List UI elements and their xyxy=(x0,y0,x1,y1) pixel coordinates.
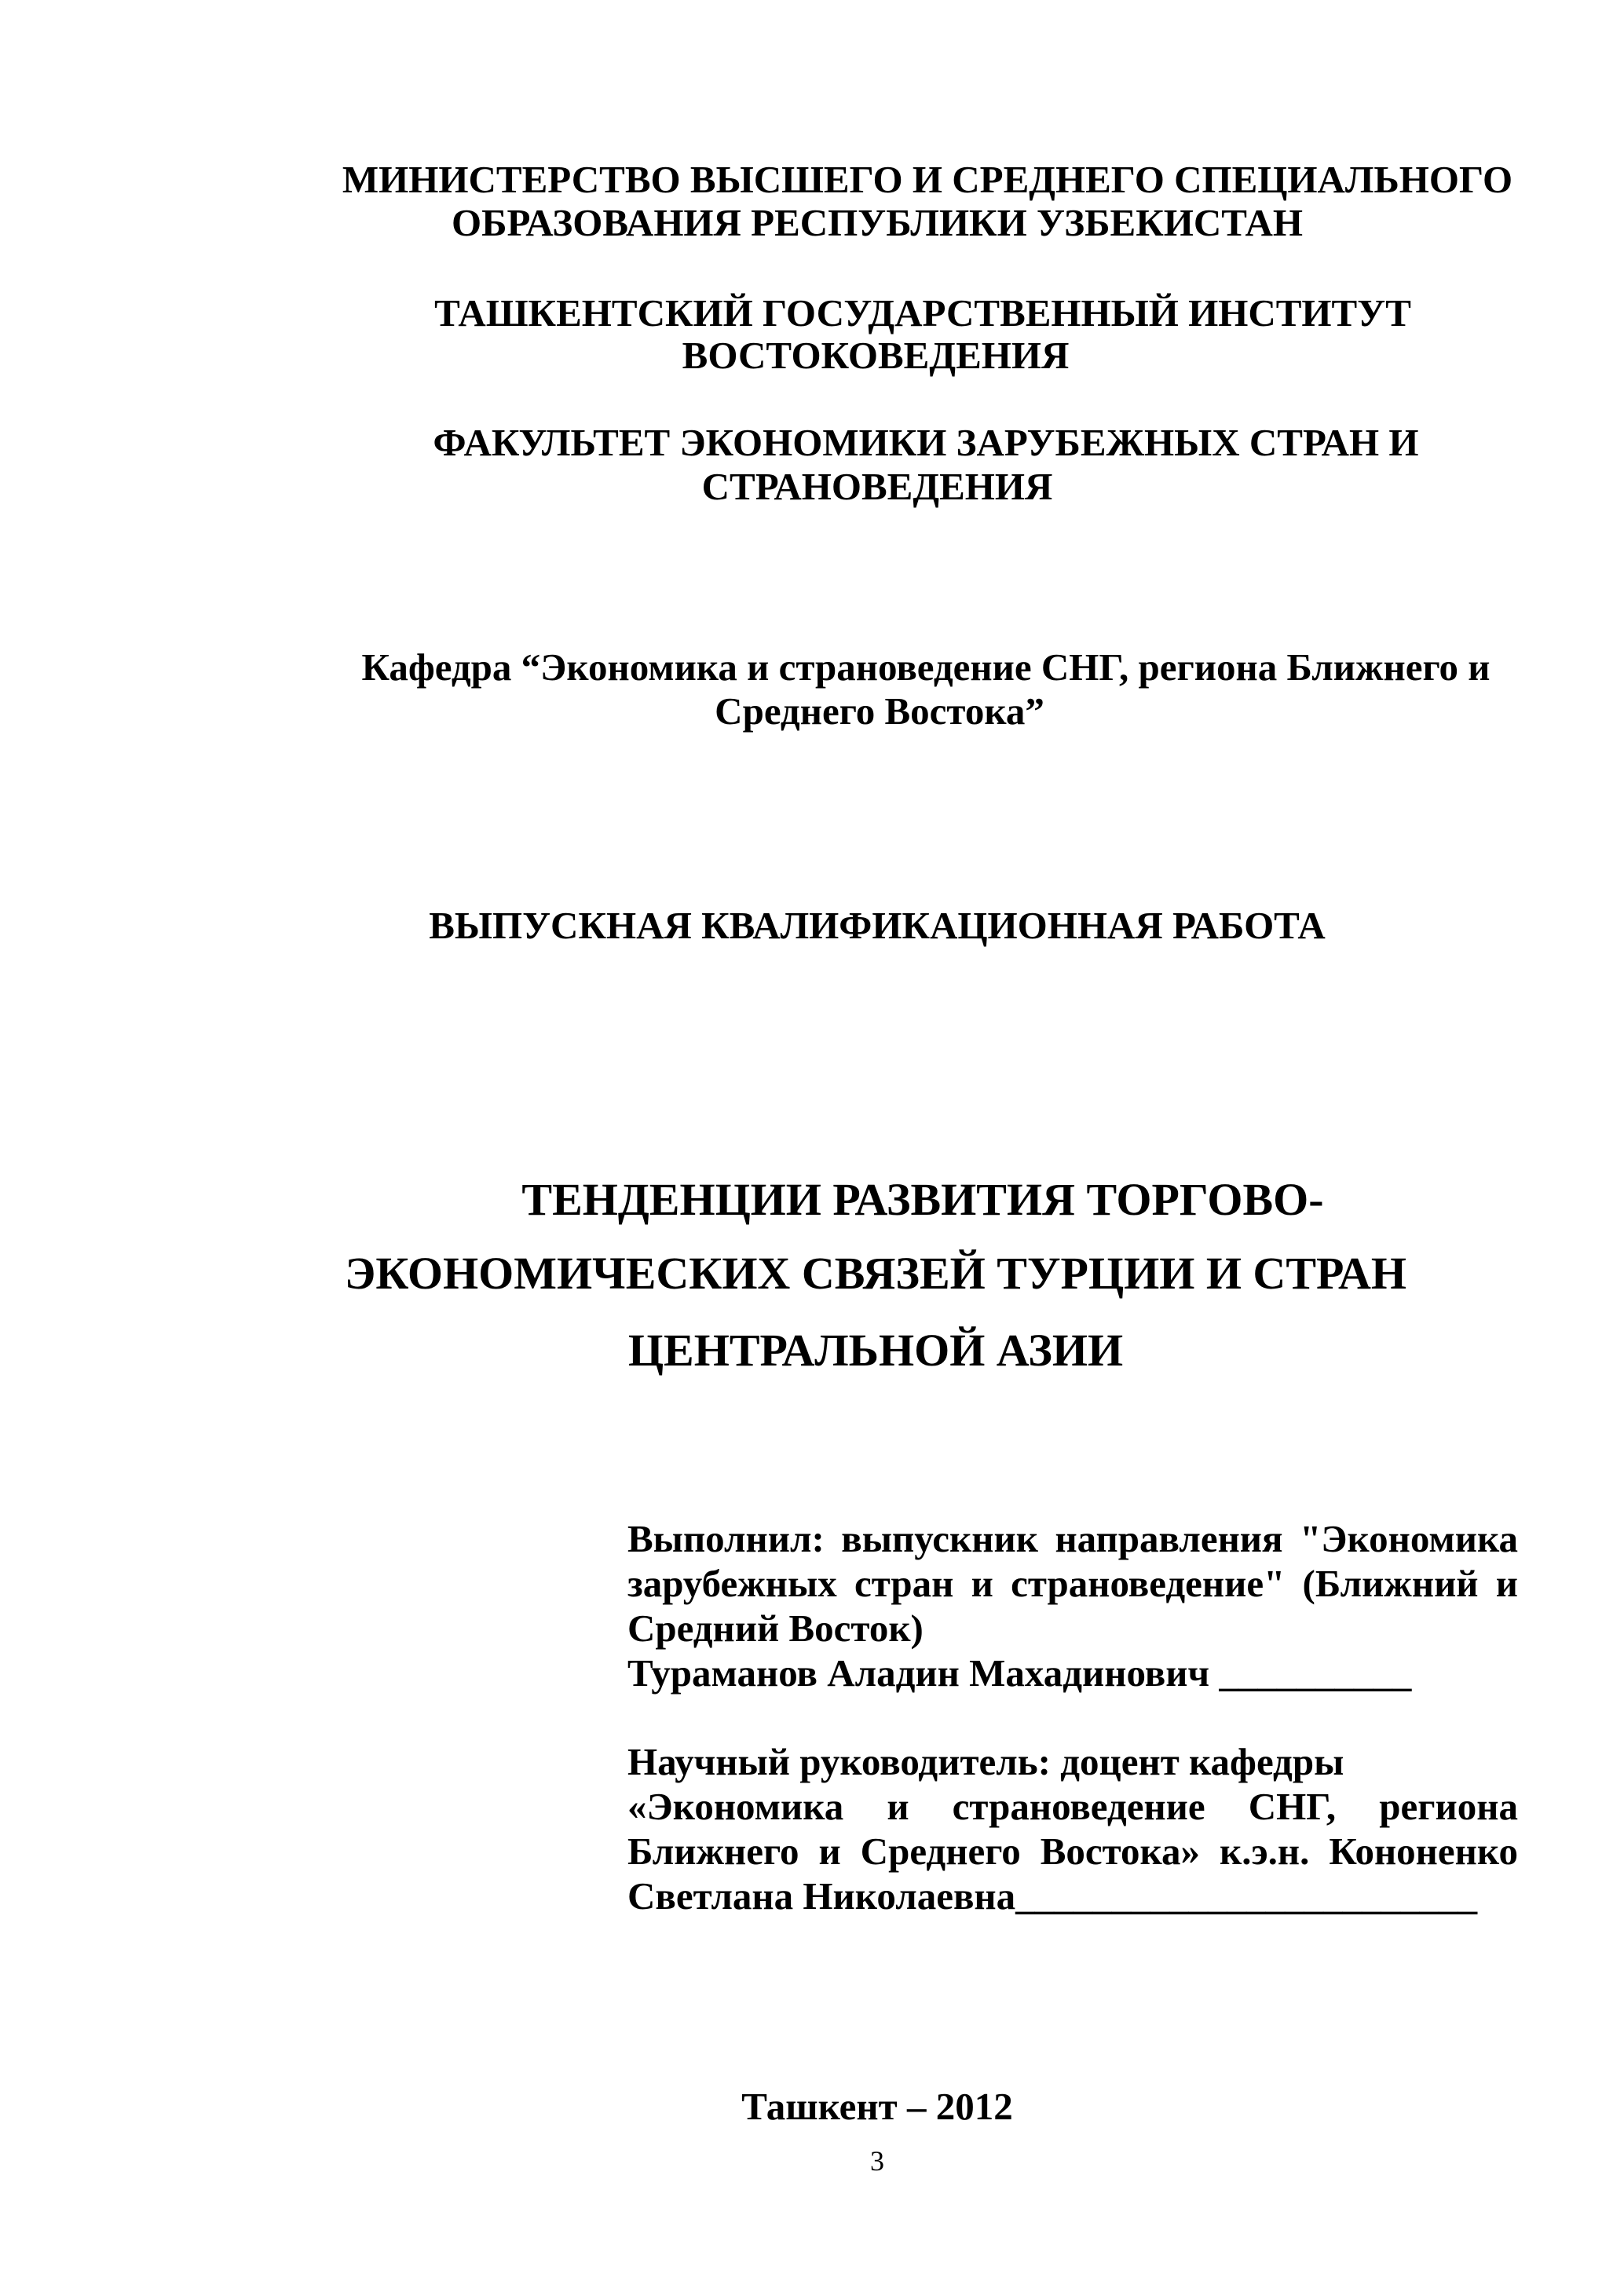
title-line-2: ЭКОНОМИЧЕСКИХ СВЯЗЕЙ ТУРЦИИ И СТРАН xyxy=(344,1248,1407,1299)
title-line-1: ТЕНДЕНЦИИ РАЗВИТИЯ ТОРГОВО- xyxy=(521,1174,1324,1225)
institute-line-1: ТАШКЕНТСКИЙ ГОСУДАРСТВЕННЫЙ ИНСТИТУТ xyxy=(434,291,1411,335)
ministry-line-2: ОБРАЗОВАНИЯ РЕСПУБЛИКИ УЗБЕКИСТАН xyxy=(452,201,1303,244)
faculty-line-1: ФАКУЛЬТЕТ ЭКОНОМИКИ ЗАРУБЕЖНЫХ СТРАН И xyxy=(433,421,1419,464)
title-line-3: ЦЕНТРАЛЬНОЙ АЗИИ xyxy=(627,1325,1124,1376)
city-year: Ташкент – 2012 xyxy=(741,2085,1013,2128)
institute-line-2: ВОСТОКОВЕДЕНИЯ xyxy=(682,334,1070,377)
supervisor-line: «Экономика и страноведение СНГ, региона xyxy=(627,1785,1518,1828)
department-line-1: Кафедра “Экономика и страноведение СНГ, региона Ближнего и xyxy=(361,645,1490,689)
author-line: Выполнил: выпускник направления "Экономика xyxy=(627,1517,1518,1560)
faculty-line-2: СТРАНОВЕДЕНИЯ xyxy=(701,465,1053,508)
ministry-line-1: МИНИСТЕРСТВО ВЫСШЕГО И СРЕДНЕГО СПЕЦИАЛЬНОГО xyxy=(342,158,1513,201)
author-block xyxy=(627,1516,1518,1695)
department-line-2: Среднего Востока” xyxy=(715,689,1044,733)
supervisor-block xyxy=(627,1739,1518,1918)
supervisor-line: Научный руководитель: доцент кафедры xyxy=(627,1740,1344,1783)
supervisor-name-signature: Светлана Николаевна________________________ xyxy=(627,1874,1478,1918)
supervisor-line: Ближнего и Среднего Востока» к.э.н. Кононенко xyxy=(627,1830,1518,1873)
author-line: зарубежных стран и страноведение" (Ближний и xyxy=(627,1562,1518,1605)
page-number: 3 xyxy=(870,2145,884,2177)
work-type: ВЫПУСКНАЯ КВАЛИФИКАЦИОННАЯ РАБОТА xyxy=(429,904,1326,947)
author-line: Средний Восток) xyxy=(627,1607,924,1650)
author-name-signature: Тураманов Аладин Махадинович __________ xyxy=(627,1651,1412,1695)
